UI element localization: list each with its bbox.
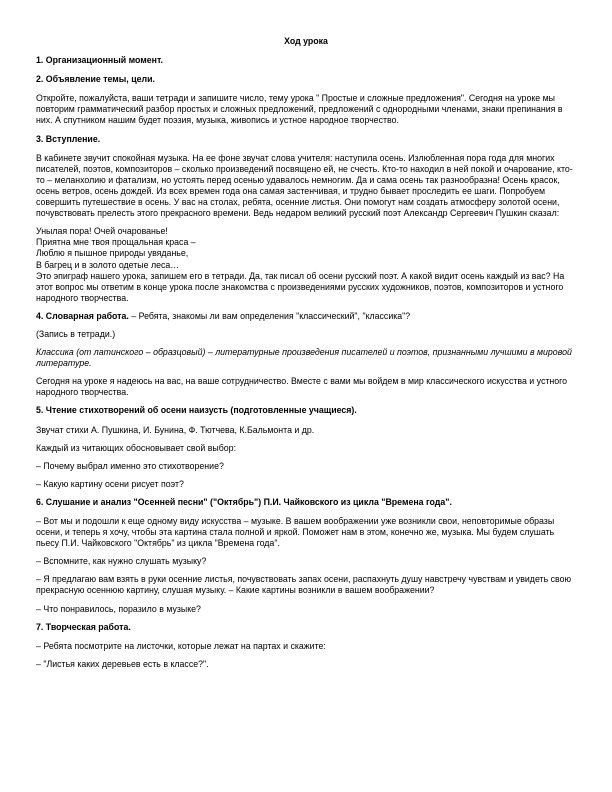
section-5-question-2: – Какую картину осени рисует поэт?	[36, 478, 184, 489]
section-4-heading: 4. Словарная работа.	[36, 310, 129, 321]
section-5-paragraph-1: Звучат стихи А. Пушкина, И. Бунина, Ф. Тютчева, К.Бальмонта и др.	[36, 424, 315, 435]
epigraph-poem	[36, 226, 576, 270]
section-4-paragraph: Сегодня на уроке я надеюсь на вас, на ваше сотрудничество. Вместе с вами мы войдем в мир классического искусства и устного народного творчества.	[36, 376, 568, 398]
section-1-heading: 1. Организационный момент.	[36, 55, 163, 66]
section-7-paragraph-1: – Ребята посмотрите на листочки, которые лежат на партах и скажите:	[36, 640, 326, 651]
section-4-definition: Классика (от латинского – образцовый) – литературные произведения писателей и поэтов, признанными лучшими в мировой литературе.	[36, 347, 572, 369]
section-3-heading: 3. Вступление.	[36, 133, 101, 144]
poem-line: В багрец и в золото одетые леса…	[36, 259, 180, 270]
section-4-heading-line	[36, 311, 576, 322]
section-5-heading: 5. Чтение стихотворений об осени наизусть (подготовленные учащиеся).	[36, 405, 357, 416]
section-4-note: (Запись в тетради.)	[36, 328, 116, 339]
poem-line: Люблю я пышное природы увяданье,	[36, 248, 189, 259]
section-6-paragraph-2: – Вспомните, как нужно слушать музыку?	[36, 556, 207, 567]
poem-line: Приятна мне твоя прощальная краса –	[36, 237, 196, 248]
poem-line: Унылая пора! Очей очарованье!	[36, 226, 168, 237]
section-5-paragraph-2: Каждый из читающих обосновывает свой выбор:	[36, 442, 237, 453]
section-5-question-1: – Почему выбрал именно это стихотворение?	[36, 460, 224, 471]
section-6-paragraph-1: – Вот мы и подошли к еще одному виду искусства – музыке. В вашем воображении уже возникли свои, неповторимые образы осени, и теперь я хочу, чтобы эта картина стала полной и яркой. Поможет нам в этом, конечно же, музыка. Мы будем слушать пьесу П.И. Чайковского "Октябрь" из цикла "Времена года".	[36, 516, 555, 549]
section-3-paragraph-1: В кабинете звучит спокойная музыка. На ее фоне звучат слова учителя: наступила осень. Излюбленная пора года для многих писателей, поэтов, композиторов – сколько произведений посвящено ей, не счесть. Кто-то находил в ней покой и очарование, кто-то – меланхолию и фатализм, но устоять перед осенью удавалось немногим. Да и сама осень так разнообразна! Осень красок, осень ветров, осень дождей. Из всех времен года она самая застенчивая, и трудно бывает проследить ее шаги. Попробуем совершить путешествие в осень. У вас на столах, ребята, осенние листья. Они помогут нам создать атмосферу золотой осени, почувствовать прелесть этого прекрасного времени. Ведь недаром великий русский поэт Александр Сергеевич Пушкин сказал:	[36, 152, 573, 219]
section-2-paragraph: Откройте, пожалуйста, ваши тетради и запишите число, тему урока " Простые и сложные предложения". Сегодня на уроке мы повторим грамматический разбор простых и сложных предложений, предложений с однородными членами, знаки препинания в них. А спутником нашим будет поэзия, музыка, живопись и устное народное творчество.	[36, 93, 563, 126]
section-7-heading: 7. Творческая работа.	[36, 621, 131, 632]
document-page	[36, 36, 576, 677]
section-6-paragraph-3: – Я предлагаю вам взять в руки осенние листья, почувствовать запах осени, распахнуть душу навстречу чувствам и увидеть свою прекрасную осеннюю картину, слушая музыку. – Какие картины возникли в вашем воображении?	[36, 574, 572, 596]
section-4-question: – Ребята, знакомы ли вам определения "классический", "классика"?	[128, 310, 411, 321]
section-6-paragraph-4: – Что понравилось, поразило в музыке?	[36, 603, 201, 614]
section-7-paragraph-2: – "Листья каких деревьев есть в классе?".	[36, 658, 209, 669]
section-2-heading: 2. Объявление темы, цели.	[36, 74, 155, 85]
document-title: Ход урока	[284, 36, 328, 46]
section-6-heading: 6. Слушание и анализ "Осенней песни" ("Октябрь") П.И. Чайковского из цикла "Времена года".	[36, 496, 452, 507]
section-3-paragraph-2: Это эпиграф нашего урока, запишем его в тетради. Да, так писал об осени русский поэт. А какой видит осень каждый из вас? На этот вопрос мы ответим в конце урока после знакомства с произведениями русских художников, поэтов, композиторов и устного народного творчества.	[36, 270, 565, 303]
